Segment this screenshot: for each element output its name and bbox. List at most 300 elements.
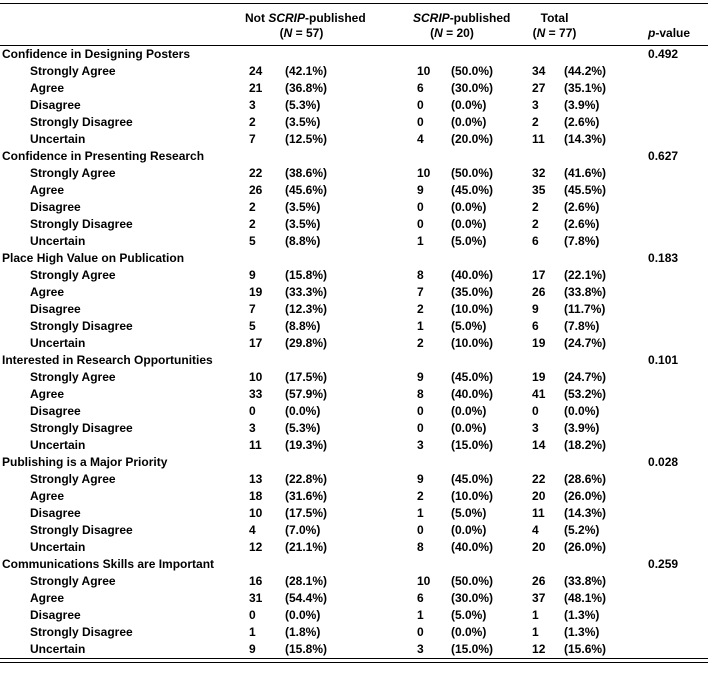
data-row bbox=[0, 318, 708, 335]
col-group-n bbox=[413, 26, 491, 41]
count-scrip: 1 bbox=[417, 506, 424, 520]
count-not-scrip: 5 bbox=[249, 319, 256, 333]
n-part-italic: N bbox=[283, 26, 293, 40]
row-label: Agree bbox=[30, 387, 65, 401]
pct-total: (28.6%) bbox=[564, 472, 607, 486]
row-label: Disagree bbox=[30, 404, 81, 418]
count-not-scrip: 0 bbox=[249, 404, 256, 418]
p-value-empty bbox=[645, 97, 708, 114]
label-part-italic: SCRIP bbox=[268, 11, 306, 25]
count-scrip: 9 bbox=[417, 183, 424, 197]
count-scrip: 10 bbox=[417, 574, 431, 588]
pct-not-scrip: (8.8%) bbox=[285, 319, 321, 333]
p-value-empty bbox=[645, 369, 708, 386]
pct-total: (15.6%) bbox=[564, 642, 607, 656]
row-label: Disagree bbox=[30, 200, 81, 214]
pct-total: (2.6%) bbox=[564, 200, 600, 214]
count-total: 35 bbox=[532, 183, 546, 197]
pct-scrip: (15.0%) bbox=[451, 642, 494, 656]
p-value-empty bbox=[645, 80, 708, 97]
data-row bbox=[0, 624, 708, 641]
count-not-scrip: 31 bbox=[249, 591, 263, 605]
pct-scrip: (0.0%) bbox=[451, 421, 487, 435]
pct-scrip: (50.0%) bbox=[451, 574, 494, 588]
p-value-empty bbox=[645, 335, 708, 352]
pct-scrip: (20.0%) bbox=[451, 132, 494, 146]
pct-total: (7.8%) bbox=[564, 319, 600, 333]
count-total: 2 bbox=[532, 115, 539, 129]
count-total: 9 bbox=[532, 302, 539, 316]
col-group-scrip-published bbox=[413, 4, 528, 46]
p-value: 0.259 bbox=[648, 557, 679, 571]
col-group-total bbox=[528, 4, 645, 46]
count-scrip: 0 bbox=[417, 217, 424, 231]
p-value-empty bbox=[645, 199, 708, 216]
count-not-scrip: 22 bbox=[249, 166, 263, 180]
count-not-scrip: 11 bbox=[249, 438, 262, 452]
count-not-scrip: 7 bbox=[249, 302, 256, 316]
count-scrip: 10 bbox=[417, 166, 431, 180]
p-label-italic: p bbox=[648, 26, 656, 40]
pct-total: (24.7%) bbox=[564, 370, 607, 384]
pct-total: (26.0%) bbox=[564, 540, 607, 554]
data-row bbox=[0, 590, 708, 607]
count-scrip: 2 bbox=[417, 489, 424, 503]
p-value-empty bbox=[645, 216, 708, 233]
pct-scrip: (45.0%) bbox=[451, 472, 494, 486]
data-row bbox=[0, 80, 708, 97]
n-part: ( bbox=[430, 26, 435, 40]
p-value-empty bbox=[645, 114, 708, 131]
count-scrip: 0 bbox=[417, 98, 424, 112]
row-label: Strongly Disagree bbox=[30, 421, 133, 435]
row-label: Strongly Disagree bbox=[30, 115, 133, 129]
p-value: 0.101 bbox=[648, 353, 679, 367]
count-scrip: 3 bbox=[417, 642, 424, 656]
p-value-empty bbox=[645, 420, 708, 437]
count-scrip: 1 bbox=[417, 608, 424, 622]
pct-total: (41.6%) bbox=[564, 166, 607, 180]
row-label: Strongly Disagree bbox=[30, 523, 133, 537]
n-part: = 77) bbox=[545, 26, 577, 40]
p-value-empty bbox=[645, 539, 708, 556]
section-title: Communications Skills are Important bbox=[2, 557, 215, 571]
row-label: Strongly Agree bbox=[30, 268, 116, 282]
row-label: Uncertain bbox=[30, 540, 86, 554]
count-scrip: 2 bbox=[417, 302, 424, 316]
count-total: 3 bbox=[532, 421, 539, 435]
count-total: 3 bbox=[532, 98, 539, 112]
label-part-italic: SCRIP bbox=[413, 11, 450, 25]
count-not-scrip: 33 bbox=[249, 387, 263, 401]
p-label-part: -value bbox=[655, 26, 691, 40]
row-label: Agree bbox=[30, 489, 65, 503]
count-not-scrip: 2 bbox=[249, 200, 256, 214]
n-part: = 57) bbox=[292, 26, 324, 40]
section-title: Confidence in Presenting Research bbox=[2, 149, 205, 163]
col-group-label bbox=[413, 11, 511, 26]
count-not-scrip: 18 bbox=[249, 489, 263, 503]
pct-not-scrip: (45.6%) bbox=[285, 183, 328, 197]
pct-not-scrip: (42.1%) bbox=[285, 64, 328, 78]
row-label: Disagree bbox=[30, 506, 81, 520]
count-total: 37 bbox=[532, 591, 546, 605]
pct-scrip: (10.0%) bbox=[451, 336, 494, 350]
count-not-scrip: 3 bbox=[249, 98, 256, 112]
count-not-scrip: 9 bbox=[249, 642, 256, 656]
pct-scrip: (0.0%) bbox=[451, 217, 487, 231]
p-value: 0.028 bbox=[648, 455, 679, 469]
count-not-scrip: 5 bbox=[249, 234, 256, 248]
row-label: Agree bbox=[30, 183, 65, 197]
p-value-empty bbox=[645, 131, 708, 148]
pct-not-scrip: (21.1%) bbox=[285, 540, 328, 554]
pct-not-scrip: (54.4%) bbox=[285, 591, 328, 605]
data-row bbox=[0, 284, 708, 301]
section-title: Interested in Research Opportunities bbox=[2, 353, 213, 367]
p-value-empty bbox=[645, 233, 708, 250]
pct-total: (45.5%) bbox=[564, 183, 607, 197]
data-row bbox=[0, 131, 708, 148]
pct-total: (33.8%) bbox=[564, 574, 607, 588]
data-row bbox=[0, 233, 708, 250]
data-row bbox=[0, 97, 708, 114]
pct-not-scrip: (15.8%) bbox=[285, 642, 328, 656]
section-title: Place High Value on Publication bbox=[2, 251, 185, 265]
pct-scrip: (10.0%) bbox=[451, 489, 494, 503]
pct-scrip: (40.0%) bbox=[451, 268, 494, 282]
count-scrip: 8 bbox=[417, 540, 424, 554]
count-scrip: 7 bbox=[417, 285, 424, 299]
p-value: 0.492 bbox=[648, 47, 679, 61]
pct-not-scrip: (57.9%) bbox=[285, 387, 328, 401]
p-value-empty bbox=[645, 386, 708, 403]
pct-not-scrip: (36.8%) bbox=[285, 81, 328, 95]
pct-total: (2.6%) bbox=[564, 217, 600, 231]
count-scrip: 0 bbox=[417, 523, 424, 537]
row-label: Strongly Disagree bbox=[30, 217, 133, 231]
col-group-label bbox=[245, 11, 366, 26]
row-label: Uncertain bbox=[30, 438, 86, 452]
count-not-scrip: 12 bbox=[249, 540, 263, 554]
pct-scrip: (5.0%) bbox=[451, 234, 487, 248]
pct-not-scrip: (0.0%) bbox=[285, 404, 321, 418]
results-table bbox=[0, 3, 708, 658]
data-row bbox=[0, 216, 708, 233]
count-scrip: 6 bbox=[417, 81, 424, 95]
pct-scrip: (5.0%) bbox=[451, 506, 487, 520]
row-label: Uncertain bbox=[30, 336, 86, 350]
n-part-italic: N bbox=[536, 26, 546, 40]
count-total: 19 bbox=[532, 370, 546, 384]
pct-not-scrip: (15.8%) bbox=[285, 268, 328, 282]
count-total: 22 bbox=[532, 472, 546, 486]
section-header-row bbox=[0, 352, 708, 369]
count-not-scrip: 17 bbox=[249, 336, 263, 350]
p-value-empty bbox=[645, 522, 708, 539]
count-scrip: 8 bbox=[417, 387, 424, 401]
p-value-empty bbox=[645, 607, 708, 624]
count-scrip: 4 bbox=[417, 132, 424, 146]
data-row bbox=[0, 386, 708, 403]
pct-total: (24.7%) bbox=[564, 336, 607, 350]
pct-not-scrip: (3.5%) bbox=[285, 115, 321, 129]
pct-not-scrip: (28.1%) bbox=[285, 574, 328, 588]
label-part: Not bbox=[245, 11, 269, 25]
n-part: ( bbox=[279, 26, 284, 40]
count-total: 41 bbox=[532, 387, 546, 401]
count-total: 20 bbox=[532, 489, 546, 503]
p-value-empty bbox=[645, 267, 708, 284]
count-not-scrip: 21 bbox=[249, 81, 263, 95]
row-label: Strongly Agree bbox=[30, 64, 116, 78]
data-row bbox=[0, 641, 708, 658]
data-row bbox=[0, 403, 708, 420]
row-label: Strongly Agree bbox=[30, 370, 116, 384]
pct-not-scrip: (5.3%) bbox=[285, 421, 321, 435]
row-label: Disagree bbox=[30, 608, 81, 622]
count-not-scrip: 16 bbox=[249, 574, 263, 588]
pct-scrip: (35.0%) bbox=[451, 285, 494, 299]
count-total: 19 bbox=[532, 336, 546, 350]
col-header-p-value bbox=[645, 4, 708, 46]
count-scrip: 0 bbox=[417, 404, 424, 418]
row-label: Agree bbox=[30, 591, 65, 605]
count-not-scrip: 13 bbox=[249, 472, 263, 486]
count-not-scrip: 26 bbox=[249, 183, 263, 197]
pct-scrip: (15.0%) bbox=[451, 438, 494, 452]
count-scrip: 6 bbox=[417, 591, 424, 605]
count-total: 1 bbox=[532, 625, 539, 639]
count-not-scrip: 2 bbox=[249, 217, 256, 231]
data-row bbox=[0, 335, 708, 352]
col-group-n bbox=[245, 26, 358, 41]
section-header-row bbox=[0, 250, 708, 267]
count-not-scrip: 10 bbox=[249, 370, 263, 384]
table-header bbox=[0, 4, 708, 46]
data-row bbox=[0, 471, 708, 488]
p-value-empty bbox=[645, 318, 708, 335]
count-scrip: 0 bbox=[417, 625, 424, 639]
p-value-empty bbox=[645, 403, 708, 420]
pct-not-scrip: (12.5%) bbox=[285, 132, 328, 146]
p-value-empty bbox=[645, 182, 708, 199]
data-row bbox=[0, 488, 708, 505]
data-row bbox=[0, 573, 708, 590]
stub-header bbox=[0, 4, 245, 46]
count-total: 2 bbox=[532, 200, 539, 214]
count-total: 11 bbox=[532, 132, 545, 146]
col-group-label bbox=[528, 11, 581, 26]
row-label: Strongly Agree bbox=[30, 166, 116, 180]
n-part: = 20) bbox=[442, 26, 474, 40]
section-title: Confidence in Designing Posters bbox=[2, 47, 191, 61]
p-value-empty bbox=[645, 573, 708, 590]
pct-scrip: (50.0%) bbox=[451, 166, 494, 180]
pct-scrip: (50.0%) bbox=[451, 64, 494, 78]
pct-scrip: (0.0%) bbox=[451, 98, 487, 112]
pct-total: (5.2%) bbox=[564, 523, 600, 537]
count-scrip: 8 bbox=[417, 268, 424, 282]
p-value-empty bbox=[645, 590, 708, 607]
data-row bbox=[0, 522, 708, 539]
count-scrip: 9 bbox=[417, 472, 424, 486]
n-part-italic: N bbox=[434, 26, 443, 40]
pct-total: (14.3%) bbox=[564, 506, 607, 520]
p-value-empty bbox=[645, 624, 708, 641]
pct-total: (53.2%) bbox=[564, 387, 607, 401]
pct-not-scrip: (5.3%) bbox=[285, 98, 321, 112]
pct-total: (35.1%) bbox=[564, 81, 607, 95]
pct-total: (1.3%) bbox=[564, 608, 600, 622]
p-value-empty bbox=[645, 165, 708, 182]
count-not-scrip: 9 bbox=[249, 268, 256, 282]
count-total: 27 bbox=[532, 81, 546, 95]
header-row bbox=[0, 4, 708, 46]
pct-total: (0.0%) bbox=[564, 404, 600, 418]
count-scrip: 0 bbox=[417, 200, 424, 214]
count-total: 6 bbox=[532, 319, 539, 333]
data-row bbox=[0, 199, 708, 216]
count-total: 12 bbox=[532, 642, 546, 656]
section-header-row bbox=[0, 148, 708, 165]
pct-total: (18.2%) bbox=[564, 438, 607, 452]
data-row bbox=[0, 182, 708, 199]
count-scrip: 0 bbox=[417, 115, 424, 129]
count-total: 17 bbox=[532, 268, 546, 282]
bottom-rule bbox=[0, 658, 708, 663]
label-part: -published bbox=[305, 11, 366, 25]
pct-not-scrip: (17.5%) bbox=[285, 370, 328, 384]
count-not-scrip: 2 bbox=[249, 115, 256, 129]
section-header-row bbox=[0, 556, 708, 573]
p-value-empty bbox=[645, 641, 708, 658]
pct-not-scrip: (17.5%) bbox=[285, 506, 328, 520]
count-total: 0 bbox=[532, 404, 539, 418]
count-total: 26 bbox=[532, 285, 546, 299]
label-part: Total bbox=[540, 11, 569, 25]
p-value: 0.627 bbox=[648, 149, 679, 163]
pct-scrip: (40.0%) bbox=[451, 540, 494, 554]
count-total: 1 bbox=[532, 608, 539, 622]
n-part: ( bbox=[532, 26, 537, 40]
pct-scrip: (0.0%) bbox=[451, 404, 487, 418]
section-header-row bbox=[0, 454, 708, 471]
section-header-row bbox=[0, 46, 708, 64]
pct-not-scrip: (0.0%) bbox=[285, 608, 321, 622]
pct-not-scrip: (33.3%) bbox=[285, 285, 328, 299]
row-label: Agree bbox=[30, 81, 65, 95]
count-not-scrip: 24 bbox=[249, 64, 263, 78]
pct-scrip: (5.0%) bbox=[451, 319, 487, 333]
data-row bbox=[0, 437, 708, 454]
row-label: Uncertain bbox=[30, 234, 86, 248]
pct-not-scrip: (3.5%) bbox=[285, 217, 321, 231]
pct-total: (7.8%) bbox=[564, 234, 600, 248]
data-row bbox=[0, 539, 708, 556]
p-value-empty bbox=[645, 488, 708, 505]
p-value-empty bbox=[645, 505, 708, 522]
pct-not-scrip: (19.3%) bbox=[285, 438, 328, 452]
table-body bbox=[0, 46, 708, 659]
pct-total: (11.7%) bbox=[564, 302, 606, 316]
pct-total: (22.1%) bbox=[564, 268, 607, 282]
data-row bbox=[0, 267, 708, 284]
pct-scrip: (0.0%) bbox=[451, 115, 487, 129]
count-not-scrip: 3 bbox=[249, 421, 256, 435]
count-not-scrip: 4 bbox=[249, 523, 256, 537]
count-total: 11 bbox=[532, 506, 545, 520]
pct-not-scrip: (7.0%) bbox=[285, 523, 321, 537]
data-row bbox=[0, 369, 708, 386]
pct-not-scrip: (12.3%) bbox=[285, 302, 328, 316]
pct-total: (33.8%) bbox=[564, 285, 607, 299]
p-value-empty bbox=[645, 471, 708, 488]
data-row bbox=[0, 63, 708, 80]
count-total: 34 bbox=[532, 64, 546, 78]
count-total: 6 bbox=[532, 234, 539, 248]
row-label: Strongly Agree bbox=[30, 574, 116, 588]
pct-total: (44.2%) bbox=[564, 64, 607, 78]
data-row bbox=[0, 114, 708, 131]
count-total: 4 bbox=[532, 523, 539, 537]
count-scrip: 9 bbox=[417, 370, 424, 384]
data-row bbox=[0, 505, 708, 522]
count-scrip: 3 bbox=[417, 438, 424, 452]
col-group-n bbox=[528, 26, 581, 41]
count-total: 32 bbox=[532, 166, 546, 180]
pct-total: (2.6%) bbox=[564, 115, 600, 129]
pct-not-scrip: (1.8%) bbox=[285, 625, 321, 639]
pct-not-scrip: (3.5%) bbox=[285, 200, 321, 214]
count-not-scrip: 1 bbox=[249, 625, 256, 639]
count-scrip: 0 bbox=[417, 421, 424, 435]
col-group-not-scrip-published bbox=[245, 4, 413, 46]
pct-scrip: (40.0%) bbox=[451, 387, 494, 401]
pct-not-scrip: (38.6%) bbox=[285, 166, 328, 180]
count-not-scrip: 7 bbox=[249, 132, 256, 146]
count-not-scrip: 19 bbox=[249, 285, 263, 299]
pct-not-scrip: (8.8%) bbox=[285, 234, 321, 248]
row-label: Disagree bbox=[30, 302, 81, 316]
p-value-empty bbox=[645, 437, 708, 454]
row-label: Uncertain bbox=[30, 132, 86, 146]
pct-scrip: (0.0%) bbox=[451, 625, 487, 639]
count-scrip: 1 bbox=[417, 319, 424, 333]
label-part: -published bbox=[449, 11, 511, 25]
p-value-empty bbox=[645, 63, 708, 80]
pct-total: (3.9%) bbox=[564, 98, 600, 112]
count-not-scrip: 10 bbox=[249, 506, 263, 520]
pct-scrip: (45.0%) bbox=[451, 183, 494, 197]
data-row bbox=[0, 607, 708, 624]
pct-scrip: (30.0%) bbox=[451, 81, 494, 95]
pct-scrip: (10.0%) bbox=[451, 302, 494, 316]
row-label: Disagree bbox=[30, 98, 81, 112]
pct-scrip: (30.0%) bbox=[451, 591, 494, 605]
row-label: Strongly Disagree bbox=[30, 319, 133, 333]
p-value-empty bbox=[645, 301, 708, 318]
section-title: Publishing is a Major Priority bbox=[2, 455, 168, 469]
row-label: Uncertain bbox=[30, 642, 86, 656]
pct-total: (48.1%) bbox=[564, 591, 607, 605]
pct-total: (1.3%) bbox=[564, 625, 600, 639]
count-total: 20 bbox=[532, 540, 546, 554]
pct-not-scrip: (29.8%) bbox=[285, 336, 328, 350]
pct-total: (3.9%) bbox=[564, 421, 600, 435]
pct-not-scrip: (31.6%) bbox=[285, 489, 328, 503]
count-scrip: 2 bbox=[417, 336, 424, 350]
